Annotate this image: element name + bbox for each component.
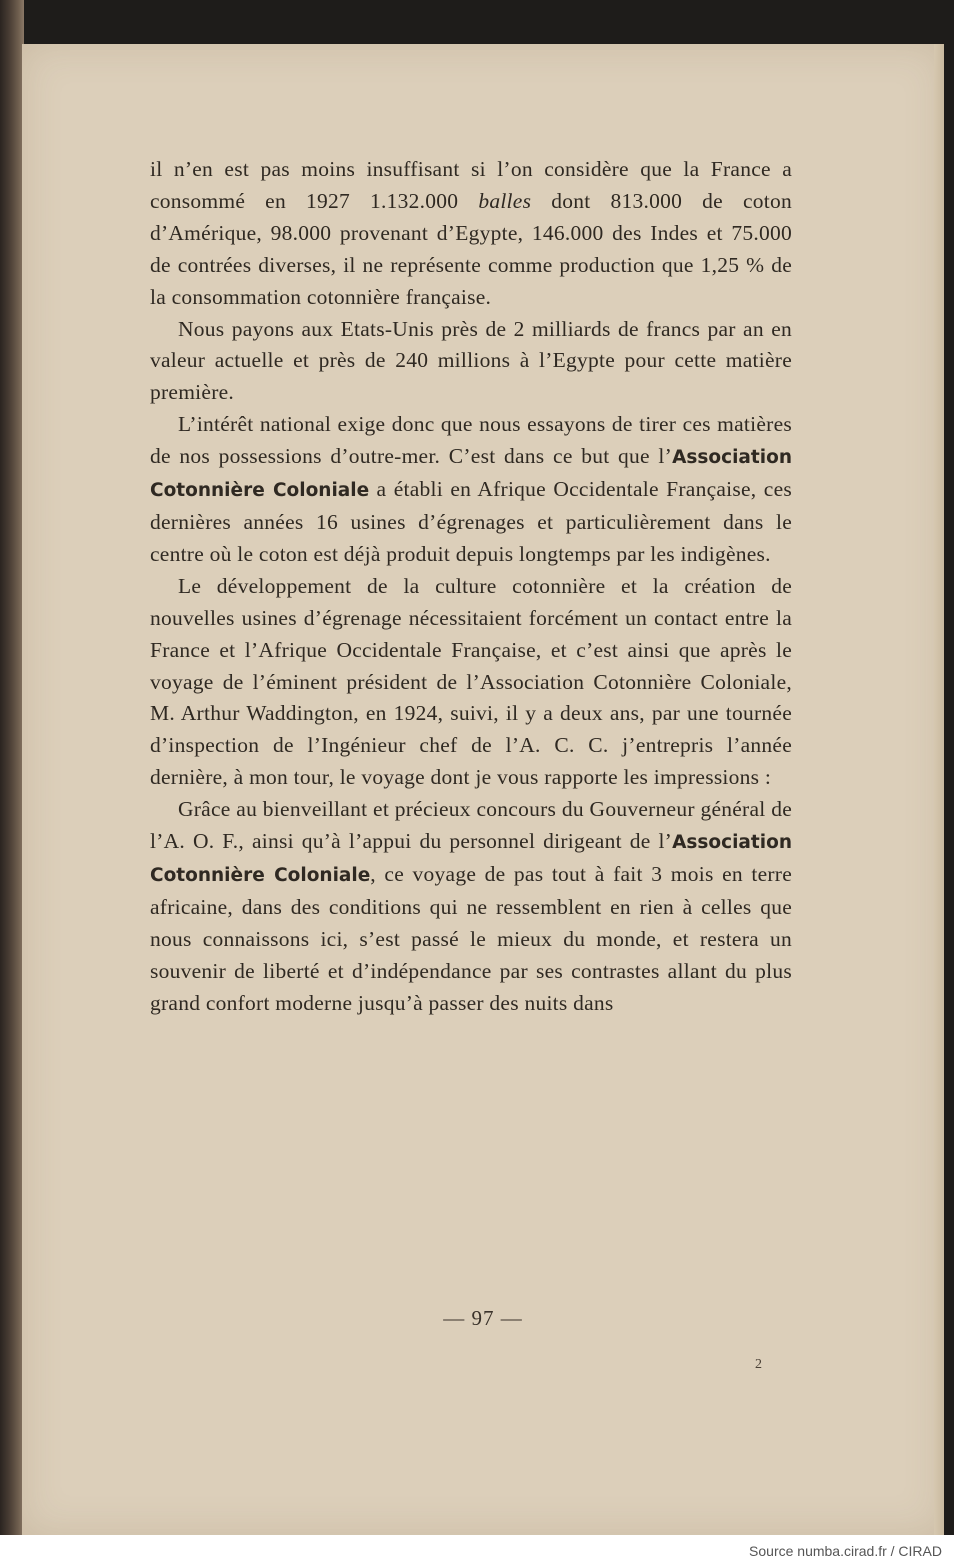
paragraph (150, 314, 792, 410)
paragraph (150, 571, 792, 794)
paragraph-text: Le développement de la culture cotonnière et la création de nouvelles usines d’égrenage nécessitaient forcément un contact entre la France et l’Afrique Occidentale Française, et c’est ainsi que après le voyage de l’éminent président de l’Association Cotonnière Coloniale, M. Arthur Waddington, en 1924, suivi, il y a deux ans, par une tournée d’inspection de l’Ingénieur chef de l’A. C. C. j’entrepris l’année dernière, à mon tour, le voyage dont je vous rapporte les impressions : (150, 573, 792, 790)
paragraph-text: il n’en est pas moins insuffisant si l’on considère que la France a consommé en 1927 1.132.000 (150, 157, 792, 213)
paragraph-text: , ce voyage de pas tout à fait 3 mois en terre africaine, dans des conditions qui ne ressemblent en rien à celles que nous connaissons ici, s’est passé le mieux du monde, et restera un souvenir de liberté et d’indépendance par ses contrastes allant du plus grand confort moderne jusqu’à passer des nuits dans (150, 861, 793, 1015)
page-number: — 97 — (443, 1306, 523, 1330)
paragraph-text: a établi en Afrique Occidentale Française, ces dernières années 16 usines d’égrenages et particulièrement dans le centre où le coton est déjà produit depuis longtemps par les indigènes. (150, 477, 792, 566)
book-binding-edge (0, 0, 24, 1535)
book-page (22, 44, 944, 1535)
paragraph (150, 154, 792, 314)
paragraph (150, 409, 792, 571)
paragraph-text: Nous payons aux Etats-Unis près de 2 milliards de francs par an en valeur actuelle et près de 240 millions à l’Egypte pour cette matière première. (150, 316, 792, 405)
printer-signature-mark: 2 (755, 1357, 762, 1372)
source-credit: Source numba.cirad.fr / CIRAD (749, 1543, 942, 1559)
paragraph-text: Grâce au bienveillant et précieux concours du Gouverneur général de l’A. O. F., ainsi qu’à l’appui du personnel dirigeant de l’ (150, 797, 792, 854)
organization-name: Association Cotonnière Coloniale (150, 832, 792, 886)
paragraph (150, 794, 792, 1019)
emphasis-text: balles (478, 188, 532, 213)
paragraph-text: dont 813.000 de coton d’Amérique, 98.000 provenant d’Egypte, 146.000 des Indes et 75.000 de contrées diverses, il ne représente comme production que 1,25 % de la consommation cotonnière française. (150, 188, 792, 309)
paragraph-text: L’intérêt national exige donc que nous essayons de tirer ces matières de nos possessions d’outre-mer. C’est dans ce but que l’ (150, 412, 792, 469)
page-body-text (150, 154, 792, 1019)
organization-name: Association Cotonnière Coloniale (150, 447, 792, 502)
